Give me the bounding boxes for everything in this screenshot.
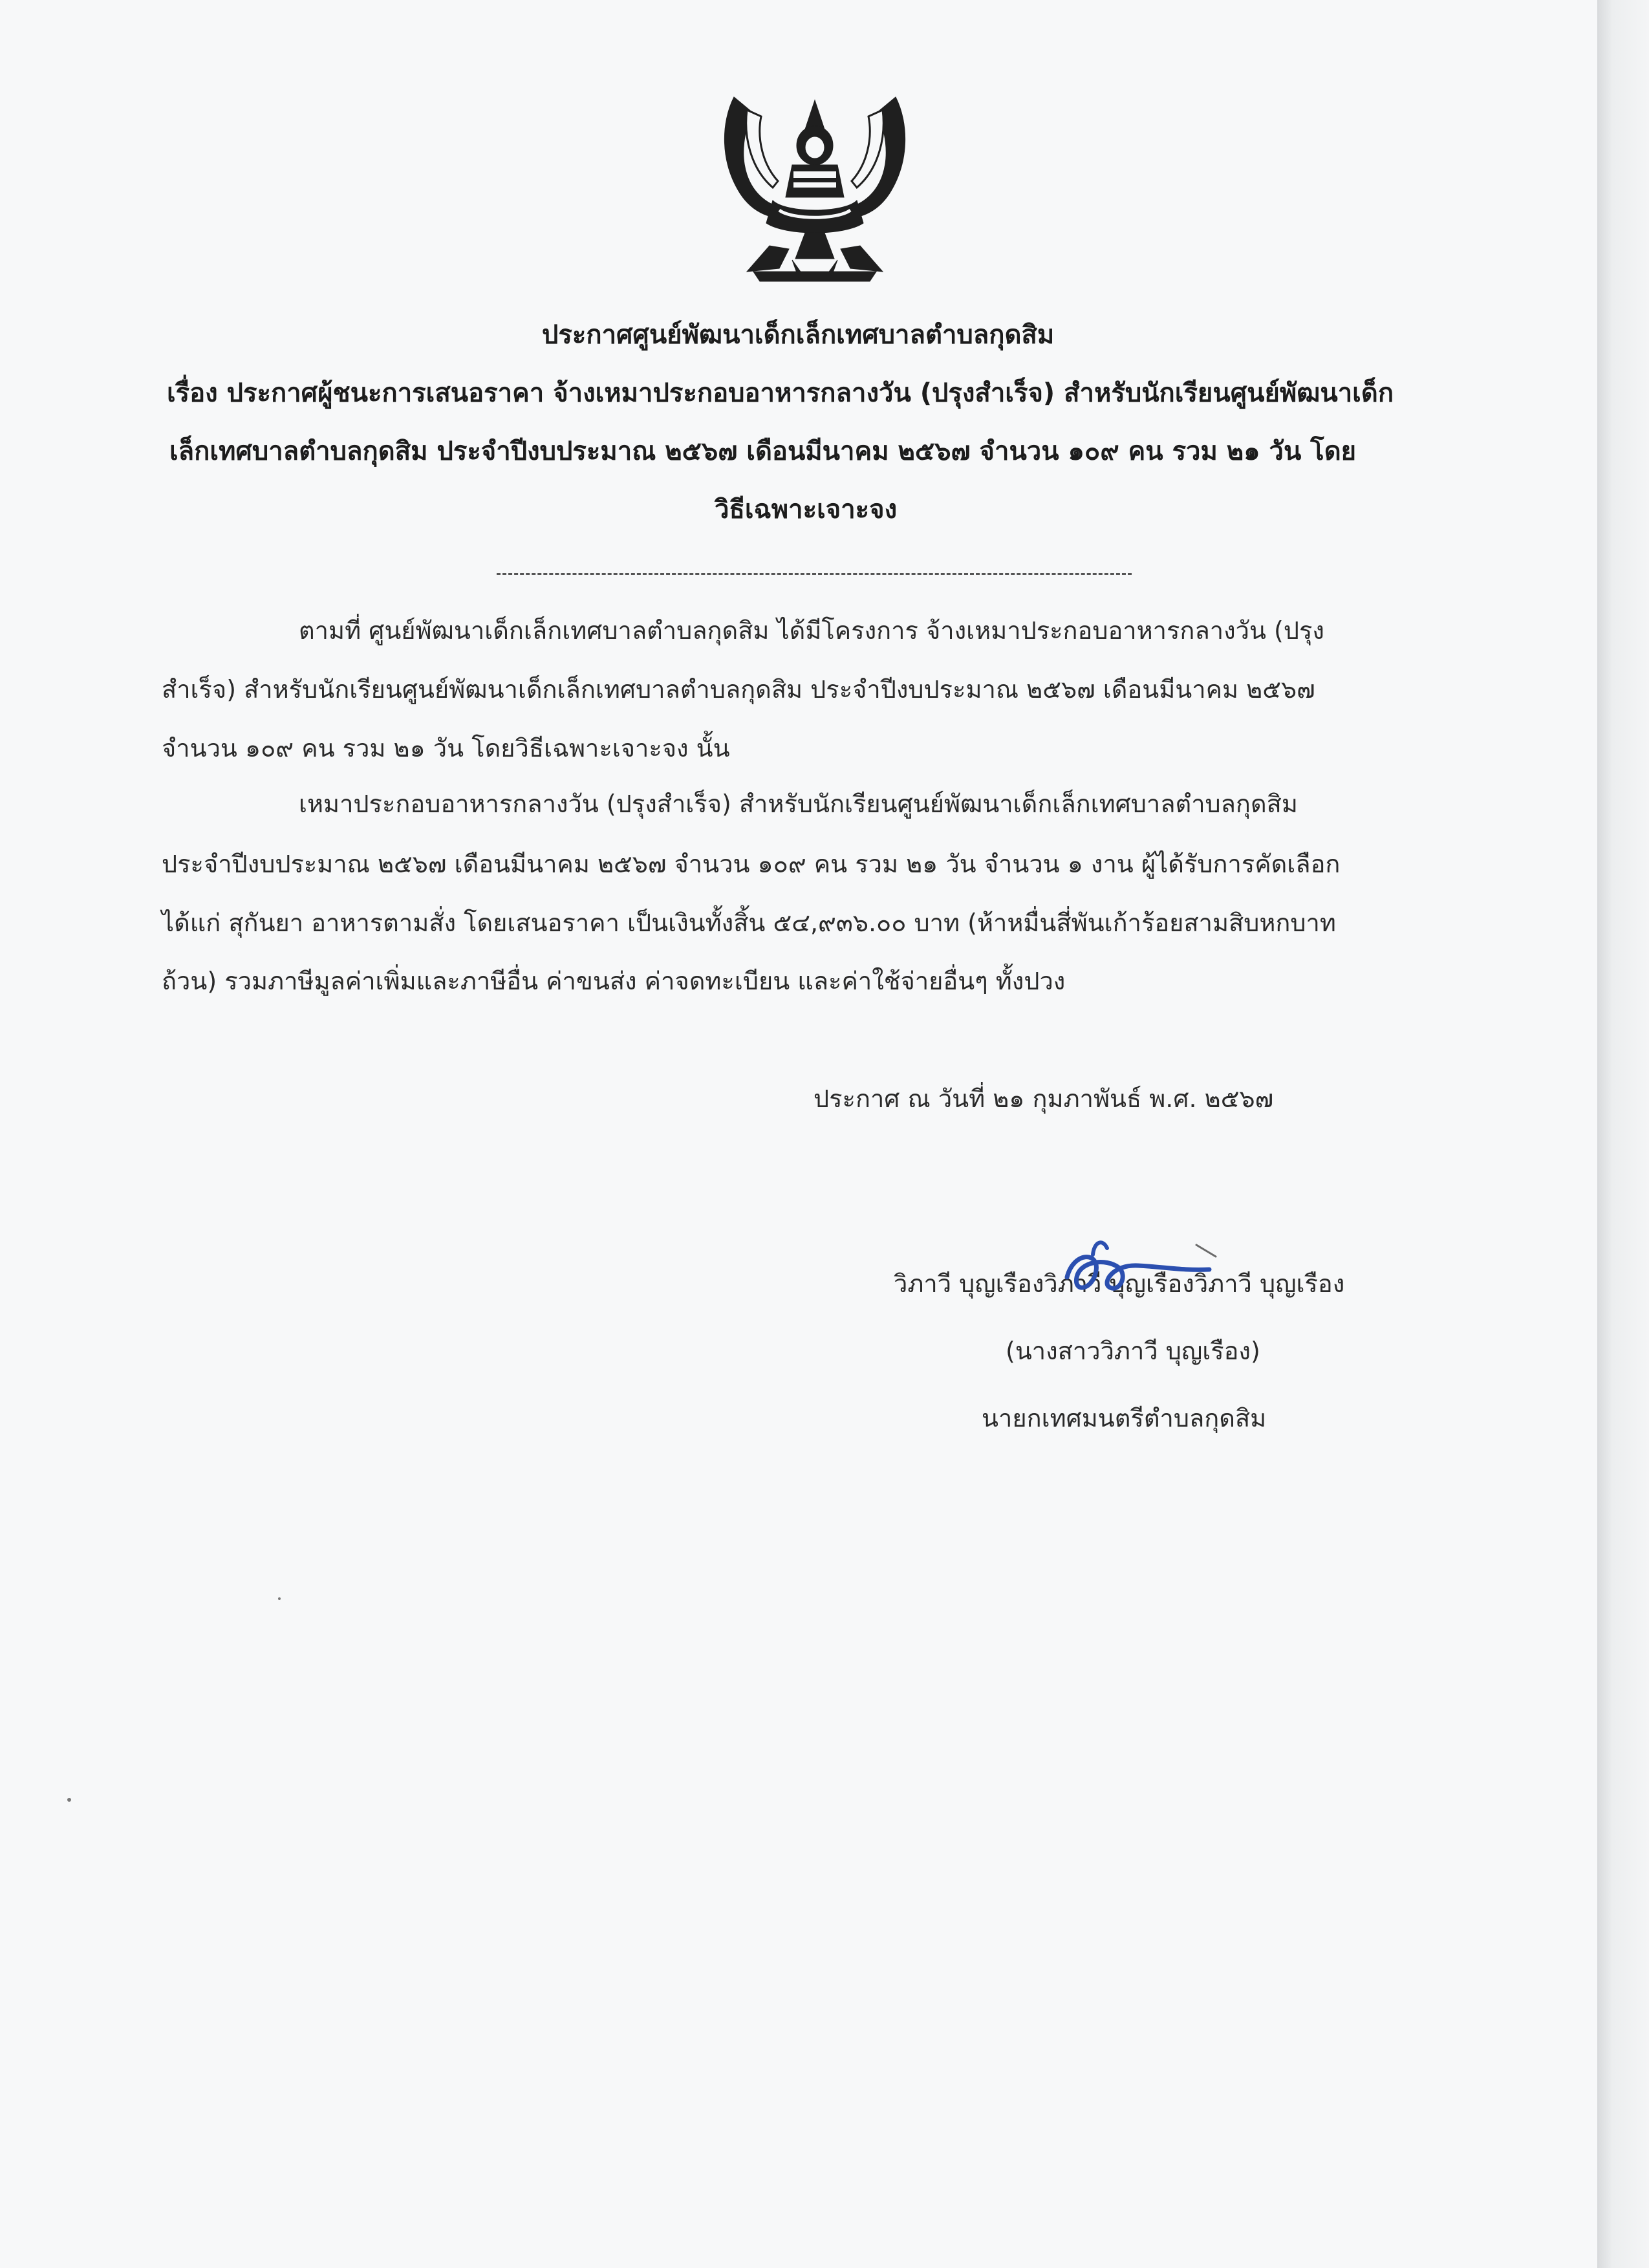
dashed-divider: [497, 573, 1132, 575]
paragraph-2-line-3: ได้แก่ สุกันยา อาหารตามสั่ง โดยเสนอราคา เป็นเงินทั้งสิ้น ๕๔,๙๓๖.๐๐ บาท (ห้าหมื่นสี่พันเก้าร้อยสามสิบหกบาท: [162, 909, 1336, 937]
paragraph-2-line-1: เหมาประกอบอาหารกลางวัน (ปรุงสำเร็จ) สำหรับนักเรียนศูนย์พัฒนาเด็กเล็กเทศบาลตำบลกุดสิม: [299, 790, 1298, 818]
document-title: ประกาศศูนย์พัฒนาเด็กเล็กเทศบาลตำบลกุดสิม: [542, 320, 1055, 350]
paragraph-2-line-2: ประจำปีงบประมาณ ๒๕๖๗ เดือนมีนาคม ๒๕๖๗ จำนวน ๑๐๙ คน รวม ๒๑ วัน จำนวน ๑ งาน ผู้ได้รับการคัดเลือก: [162, 850, 1341, 878]
scan-edge-shadow: [1597, 0, 1649, 2268]
announcement-date: ประกาศ ณ วันที่ ๒๑ กุมภาพันธ์ พ.ศ. ๒๕๖๗: [814, 1085, 1274, 1113]
scan-speck: [67, 1798, 71, 1802]
handwritten-signature: [1048, 1232, 1261, 1316]
signatory-print-line: วิภาวี บุญเรืองวิภาวี บุญเรืองวิภาวี บุญเรือง: [894, 1269, 1345, 1298]
signatory-position: นายกเทศมนตรีตำบลกุดสิม: [982, 1404, 1267, 1432]
signatory-name: (นางสาววิภาวี บุญเรือง): [1006, 1337, 1260, 1365]
subject-line-2: เล็กเทศบาลตำบลกุดสิม ประจำปีงบประมาณ ๒๕๖๗ เดือนมีนาคม ๒๕๖๗ จำนวน ๑๐๙ คน รวม ๒๑ วัน โดย: [169, 437, 1357, 466]
paragraph-1-line-2: สำเร็จ) สำหรับนักเรียนศูนย์พัฒนาเด็กเล็กเทศบาลตำบลกุดสิม ประจำปีงบประมาณ ๒๕๖๗ เดือนมีนาคม ๒๕๖๗: [162, 675, 1315, 704]
scan-speck: [278, 1597, 281, 1600]
paragraph-2-line-4: ถ้วน) รวมภาษีมูลค่าเพิ่มและภาษีอื่น ค่าขนส่ง ค่าจดทะเบียน และค่าใช้จ่ายอื่นๆ ทั้งปวง: [162, 967, 1066, 995]
subject-line-1: เรื่อง ประกาศผู้ชนะการเสนอราคา จ้างเหมาประกอบอาหารกลางวัน (ปรุงสำเร็จ) สำหรับนักเรียนศูนย์พัฒนาเด็ก: [167, 378, 1394, 408]
subject-line-3: วิธีเฉพาะเจาะจง: [715, 495, 898, 524]
paragraph-1-line-1: ตามที่ ศูนย์พัฒนาเด็กเล็กเทศบาลตำบลกุดสิม ได้มีโครงการ จ้างเหมาประกอบอาหารกลางวัน (ปรุง: [299, 616, 1324, 645]
garuda-emblem: [708, 84, 921, 297]
paragraph-1-line-3: จำนวน ๑๐๙ คน รวม ๒๑ วัน โดยวิธีเฉพาะเจาะจง นั้น: [162, 734, 730, 762]
